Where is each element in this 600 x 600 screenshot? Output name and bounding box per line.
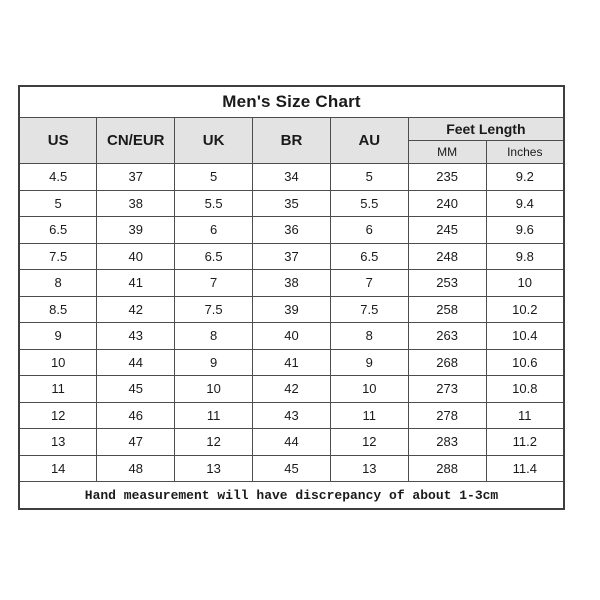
size-cell: 10.6 bbox=[486, 349, 564, 376]
table-row bbox=[19, 217, 564, 244]
size-cell: 9 bbox=[175, 349, 253, 376]
size-cell: 5.5 bbox=[175, 190, 253, 217]
size-cell: 10 bbox=[486, 270, 564, 297]
size-cell: 7 bbox=[175, 270, 253, 297]
size-cell: 12 bbox=[330, 429, 408, 456]
table-row bbox=[19, 190, 564, 217]
size-chart-table bbox=[18, 85, 565, 510]
size-cell: 6.5 bbox=[19, 217, 97, 244]
size-cell: 39 bbox=[253, 296, 331, 323]
chart-title: Men's Size Chart bbox=[19, 86, 564, 118]
table-row bbox=[19, 270, 564, 297]
size-cell: 6.5 bbox=[175, 243, 253, 270]
size-cell: 10 bbox=[330, 376, 408, 403]
size-cell: 6 bbox=[175, 217, 253, 244]
size-cell: 42 bbox=[253, 376, 331, 403]
column-group-feet-length: Feet Length bbox=[408, 118, 564, 141]
size-cell: 11 bbox=[19, 376, 97, 403]
column-header-row bbox=[19, 118, 564, 141]
size-cell: 48 bbox=[97, 455, 175, 482]
size-cell: 9.2 bbox=[486, 164, 564, 191]
size-cell: 41 bbox=[253, 349, 331, 376]
column-header-us: US bbox=[19, 118, 97, 164]
size-cell: 268 bbox=[408, 349, 486, 376]
size-cell: 10.8 bbox=[486, 376, 564, 403]
measurement-note: Hand measurement will have discrepancy of about 1-3cm bbox=[19, 482, 564, 510]
size-cell: 38 bbox=[97, 190, 175, 217]
column-header-inches: Inches bbox=[486, 141, 564, 164]
size-cell: 5 bbox=[175, 164, 253, 191]
size-cell: 43 bbox=[97, 323, 175, 350]
size-cell: 14 bbox=[19, 455, 97, 482]
size-cell: 10 bbox=[175, 376, 253, 403]
size-cell: 13 bbox=[330, 455, 408, 482]
size-cell: 12 bbox=[19, 402, 97, 429]
size-cell: 9 bbox=[19, 323, 97, 350]
size-cell: 47 bbox=[97, 429, 175, 456]
footer-row bbox=[19, 482, 564, 510]
size-cell: 40 bbox=[97, 243, 175, 270]
table-row bbox=[19, 243, 564, 270]
size-cell: 36 bbox=[253, 217, 331, 244]
column-header-au: AU bbox=[330, 118, 408, 164]
size-cell: 9 bbox=[330, 349, 408, 376]
size-cell: 11 bbox=[175, 402, 253, 429]
size-cell: 43 bbox=[253, 402, 331, 429]
size-cell: 7 bbox=[330, 270, 408, 297]
column-header-mm: MM bbox=[408, 141, 486, 164]
size-cell: 11 bbox=[486, 402, 564, 429]
size-cell: 46 bbox=[97, 402, 175, 429]
size-cell: 10 bbox=[19, 349, 97, 376]
table-row bbox=[19, 376, 564, 403]
size-cell: 39 bbox=[97, 217, 175, 244]
size-cell: 6 bbox=[330, 217, 408, 244]
size-cell: 7.5 bbox=[175, 296, 253, 323]
table-row bbox=[19, 402, 564, 429]
size-cell: 240 bbox=[408, 190, 486, 217]
column-header-br: BR bbox=[253, 118, 331, 164]
title-row bbox=[19, 86, 564, 118]
size-cell: 273 bbox=[408, 376, 486, 403]
size-cell: 6.5 bbox=[330, 243, 408, 270]
column-header-cn-eur: CN/EUR bbox=[97, 118, 175, 164]
size-cell: 44 bbox=[253, 429, 331, 456]
size-cell: 8 bbox=[19, 270, 97, 297]
size-rows bbox=[19, 164, 564, 482]
size-cell: 9.4 bbox=[486, 190, 564, 217]
size-cell: 5 bbox=[330, 164, 408, 191]
size-chart-header bbox=[19, 86, 564, 164]
size-cell: 13 bbox=[175, 455, 253, 482]
size-chart-footer bbox=[19, 482, 564, 510]
size-cell: 7.5 bbox=[19, 243, 97, 270]
size-cell: 40 bbox=[253, 323, 331, 350]
size-cell: 10.4 bbox=[486, 323, 564, 350]
size-cell: 5.5 bbox=[330, 190, 408, 217]
size-cell: 44 bbox=[97, 349, 175, 376]
table-row bbox=[19, 455, 564, 482]
size-cell: 235 bbox=[408, 164, 486, 191]
size-cell: 42 bbox=[97, 296, 175, 323]
size-cell: 10.2 bbox=[486, 296, 564, 323]
table-row bbox=[19, 296, 564, 323]
size-cell: 8 bbox=[175, 323, 253, 350]
size-cell: 7.5 bbox=[330, 296, 408, 323]
table-row bbox=[19, 164, 564, 191]
size-cell: 35 bbox=[253, 190, 331, 217]
size-cell: 41 bbox=[97, 270, 175, 297]
size-cell: 5 bbox=[19, 190, 97, 217]
size-cell: 283 bbox=[408, 429, 486, 456]
column-header-uk: UK bbox=[175, 118, 253, 164]
size-cell: 12 bbox=[175, 429, 253, 456]
table-row bbox=[19, 429, 564, 456]
size-cell: 248 bbox=[408, 243, 486, 270]
size-cell: 8 bbox=[330, 323, 408, 350]
size-cell: 258 bbox=[408, 296, 486, 323]
size-cell: 9.6 bbox=[486, 217, 564, 244]
table-row bbox=[19, 323, 564, 350]
size-cell: 288 bbox=[408, 455, 486, 482]
size-cell: 278 bbox=[408, 402, 486, 429]
size-cell: 13 bbox=[19, 429, 97, 456]
size-cell: 4.5 bbox=[19, 164, 97, 191]
size-cell: 11.2 bbox=[486, 429, 564, 456]
size-cell: 11.4 bbox=[486, 455, 564, 482]
size-cell: 8.5 bbox=[19, 296, 97, 323]
size-cell: 45 bbox=[253, 455, 331, 482]
size-cell: 245 bbox=[408, 217, 486, 244]
table-row bbox=[19, 349, 564, 376]
size-cell: 263 bbox=[408, 323, 486, 350]
size-cell: 34 bbox=[253, 164, 331, 191]
size-cell: 45 bbox=[97, 376, 175, 403]
size-cell: 38 bbox=[253, 270, 331, 297]
size-cell: 9.8 bbox=[486, 243, 564, 270]
size-cell: 37 bbox=[97, 164, 175, 191]
size-cell: 11 bbox=[330, 402, 408, 429]
size-cell: 253 bbox=[408, 270, 486, 297]
size-cell: 37 bbox=[253, 243, 331, 270]
